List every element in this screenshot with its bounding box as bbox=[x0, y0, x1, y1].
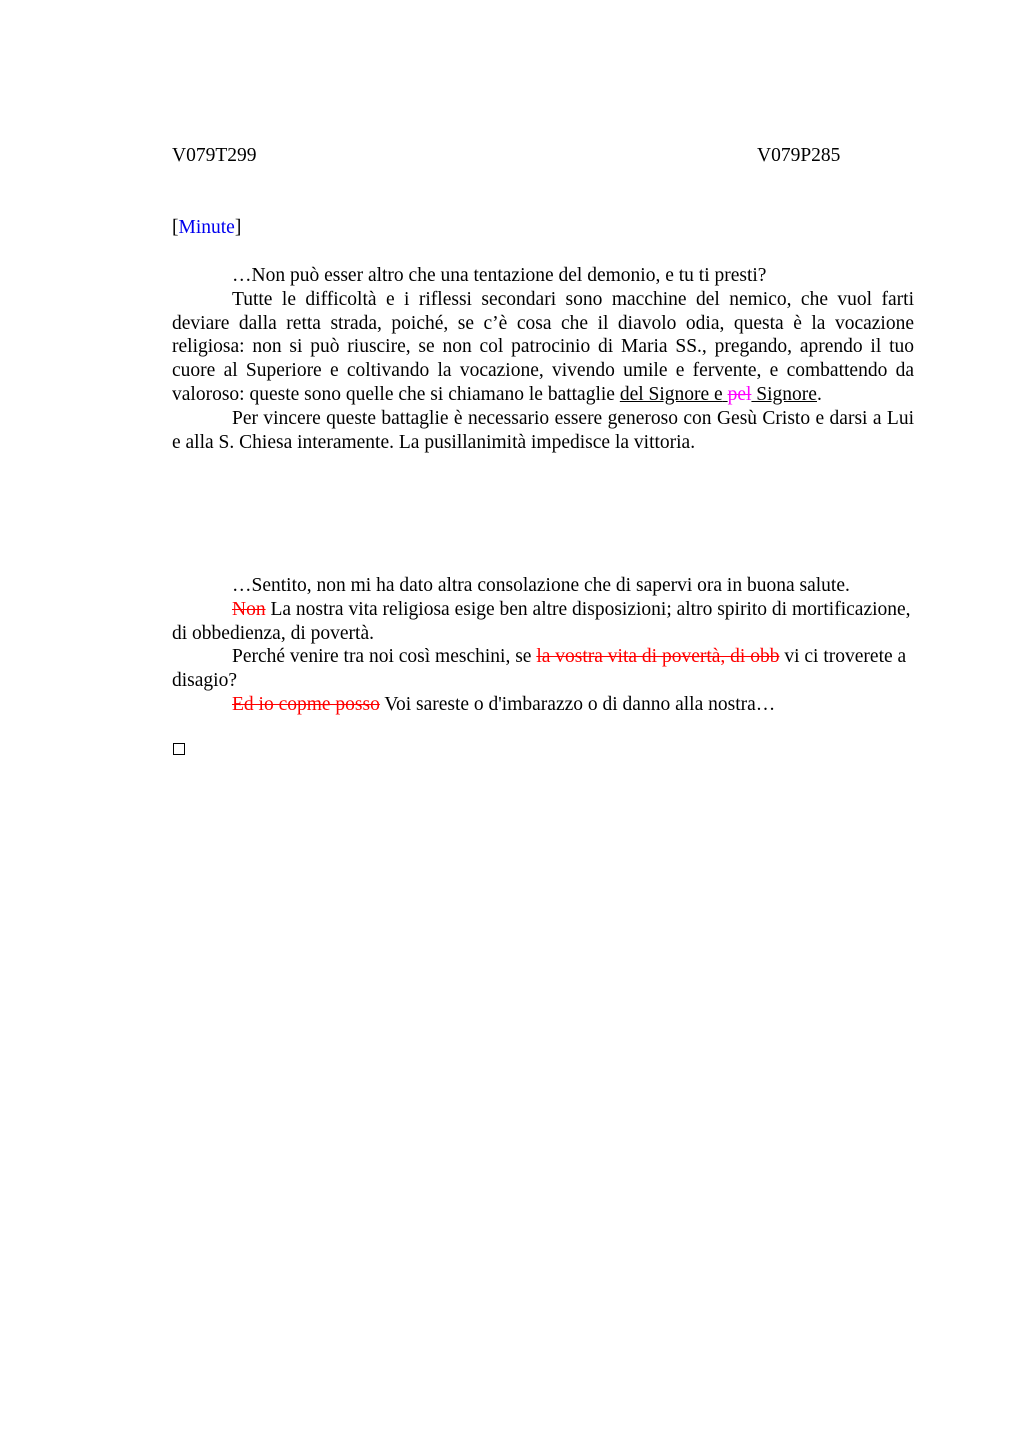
minute-section-1 bbox=[172, 264, 914, 454]
deleted-text: Ed io copme posso bbox=[232, 693, 380, 715]
paragraph: …Sentito, non mi ha dato altra consolazione che di sapervi ora in buona salute. bbox=[232, 575, 850, 596]
paragraph-text: Perché venire tra noi così meschini, se bbox=[232, 646, 537, 668]
label-word: Minute bbox=[178, 217, 235, 238]
paragraph: …Non può esser altro che una tentazione del demonio, e tu ti presti? bbox=[232, 265, 767, 286]
checkbox-square-icon[interactable] bbox=[173, 743, 185, 755]
magenta-correction: pel bbox=[727, 383, 752, 405]
paragraph bbox=[172, 598, 914, 646]
paragraph-text: vi ci troverete a disagio? bbox=[172, 646, 907, 692]
minute-section-2 bbox=[172, 574, 914, 717]
paragraph bbox=[172, 693, 914, 717]
paragraph-text: Voi sareste o d'imbarazzo o di danno alla nostra… bbox=[379, 693, 776, 715]
paragraph bbox=[172, 288, 914, 407]
document-header bbox=[172, 145, 914, 171]
underlined-text: del Signore e bbox=[619, 383, 723, 405]
label-close-bracket: ] bbox=[234, 217, 242, 238]
paragraph: Per vincere queste battaglie è necessario essere generoso con Gesù Cristo e darsi a Lui e alla S. Chiesa interamente. La pusillanimità impedisce la vittoria. bbox=[172, 407, 914, 453]
paragraph bbox=[172, 645, 914, 693]
label-open-bracket: [ bbox=[172, 217, 179, 238]
underlined-text: Signore bbox=[751, 383, 817, 405]
text-code: V079T299 bbox=[172, 145, 257, 166]
paragraph-text: . bbox=[816, 383, 822, 405]
paragraph-text: La nostra vita religiosa esige ben altre disposizioni; altro spirito di mortificazione, di obbedienza, di povertà. bbox=[172, 598, 911, 644]
paragraph-text: Tutte le difficoltà e i riflessi secondari sono macchine del nemico, che vuol farti deviare dalla retta strada, poiché, se c’è cosa che il diavolo odia, questa è la vocazione religiosa: non si può riuscire, se non col patrocinio di Maria SS., pregando, aprendo il tuo cuore al Superiore e coltivando la vocazione, vivendo umile e fervente, e combattendo da valoroso: queste sono quelle che si chiamano le battaglie bbox=[172, 288, 914, 405]
document-type-label bbox=[172, 217, 241, 239]
deleted-text: la vostra vita di povertà, di obb bbox=[536, 646, 780, 668]
deleted-text: Non bbox=[232, 598, 266, 620]
page-code: V079P285 bbox=[757, 145, 841, 166]
